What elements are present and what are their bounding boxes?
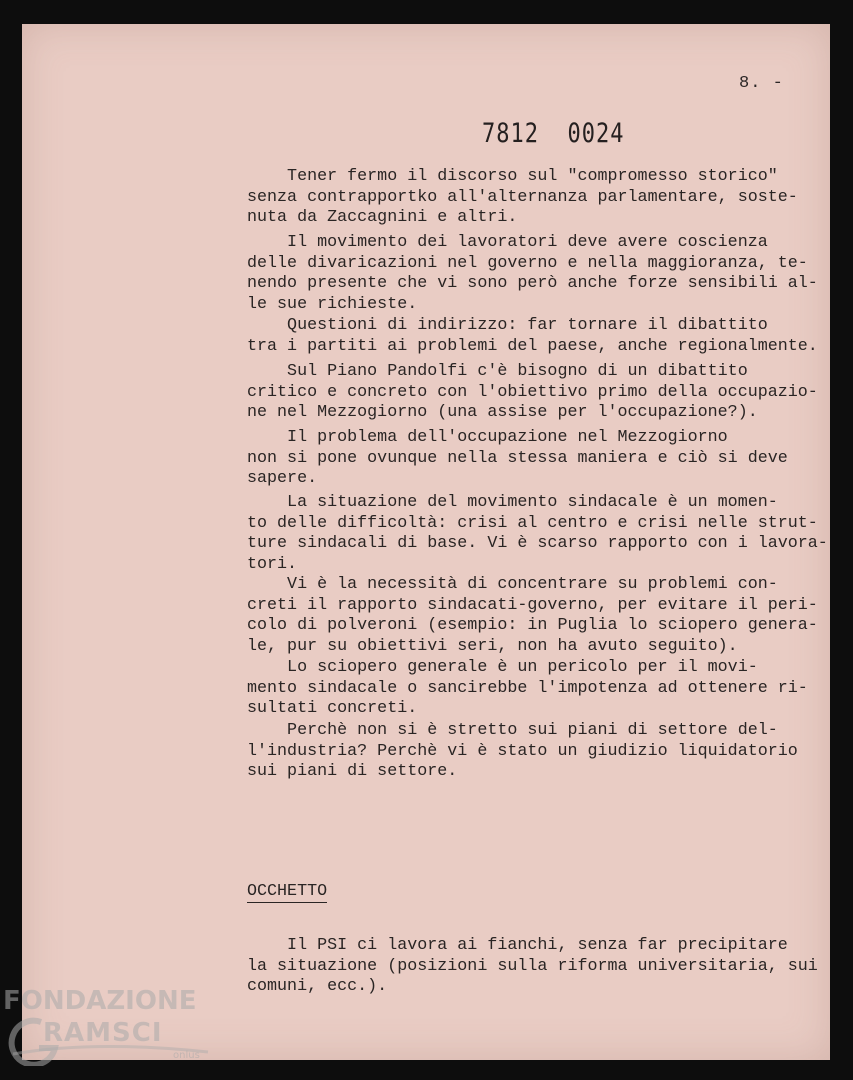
paragraph: Vi è la necessità di concentrare su problemi con- creti il rapporto sindacati-governo, per evitare il peri- colo di polveroni (esempio: in Puglia lo sciopero genera- le, pur su obiettivi seri, non ha avuto seguito). [247, 575, 818, 657]
section-paragraph: Il PSI ci lavora ai fianchi, senza far precipitare la situazione (posizioni sulla riforma universitaria, sui comuni, ecc.). [247, 936, 818, 997]
paragraph: Il movimento dei lavoratori deve avere coscienza delle divaricazioni nel governo e nella maggioranza, te- nendo presente che vi sono però anche forze sensibili al- le sue richieste. [247, 233, 818, 315]
paragraph: Il problema dell'occupazione nel Mezzogiorno non si pone ovunque nella stessa maniera e ciò si deve sapere. [247, 428, 788, 489]
archive-stamp: 7812 0024 [482, 119, 625, 149]
paragraph: Sul Piano Pandolfi c'è bisogno di un dibattito critico e concreto con l'obiettivo primo della occupazio- ne nel Mezzogiorno (una assise per l'occupazione?). [247, 362, 818, 423]
document-page [22, 24, 830, 1060]
paragraph: Lo sciopero generale è un pericolo per il movi- mento sindacale o sancirebbe l'impotenza ad ottenere ri- sultati concreti. [247, 658, 808, 719]
paragraph: Perchè non si è stretto sui piani di settore del- l'industria? Perchè vi è stato un giudizio liquidatorio sui piani di settore. [247, 721, 798, 782]
watermark-line1: FONDAZIONE [3, 986, 197, 1016]
fondazione-gramsci-watermark [3, 986, 218, 1066]
paragraph: La situazione del movimento sindacale è un momen- to delle difficoltà: crisi al centro e crisi nelle strut- ture sindacali di base. Vi è scarso rapporto con i lavora- tori. [247, 493, 828, 575]
watermark-sub: onlus [173, 1050, 200, 1061]
paragraph: Tener fermo il discorso sul "compromesso storico" senza contrapportko all'alternanza parlamentare, soste- nuta da Zaccagnini e altri. [247, 167, 798, 228]
paragraph: Questioni di indirizzo: far tornare il dibattito tra i partiti ai problemi del paese, anche regionalmente. [247, 316, 818, 356]
watermark-line2: RAMSCI [43, 1018, 163, 1048]
section-heading: OCCHETTO [247, 882, 328, 901]
page-number: 8. - [739, 74, 784, 93]
